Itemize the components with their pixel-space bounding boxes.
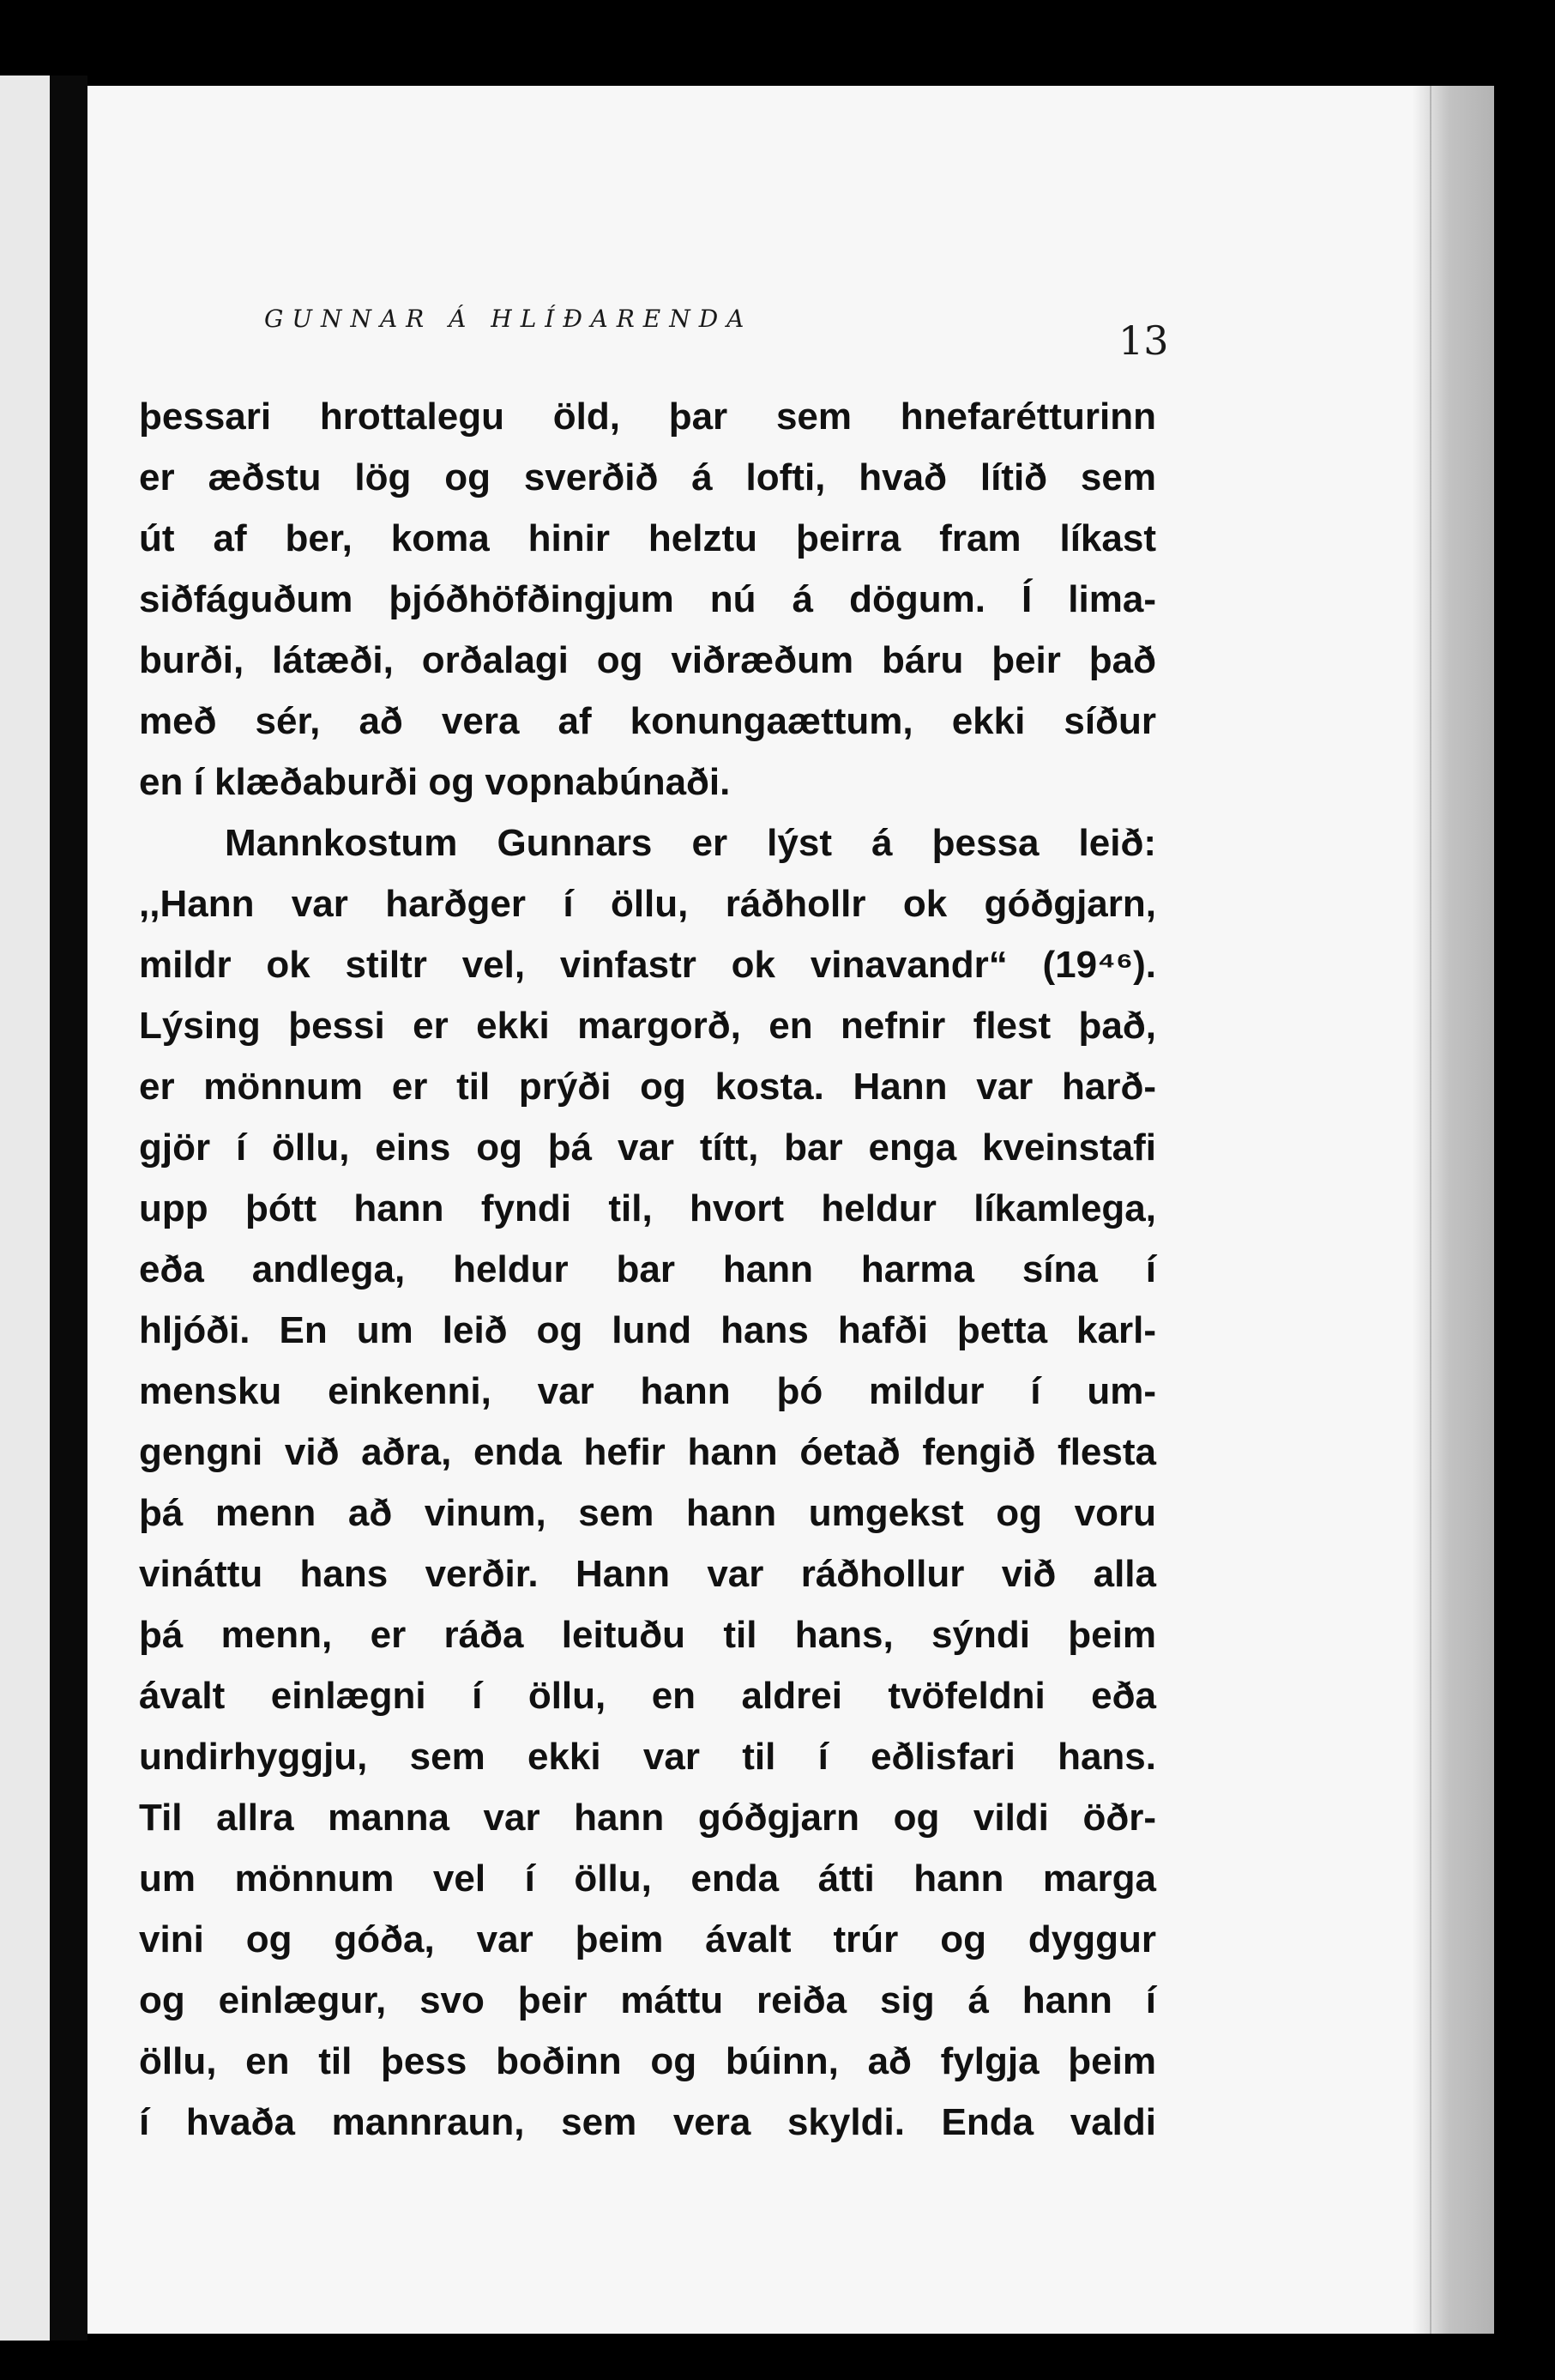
text-line: ,,Hann var harðger í öllu, ráðhollr ok góðgjarn, bbox=[139, 883, 1156, 925]
text-line: siðfáguðum þjóðhöfðingjum nú á dögum. Í lima- bbox=[139, 578, 1156, 620]
adjacent-page-edge bbox=[0, 76, 50, 2341]
text-line: þessari hrottalegu öld, þar sem hnefarétturinn bbox=[139, 396, 1156, 438]
text-line: er mönnum er til prýði og kosta. Hann var harð- bbox=[139, 1066, 1156, 1108]
text-line: gengni við aðra, enda hefir hann óetað fengið flesta bbox=[139, 1431, 1156, 1473]
page-number: 13 bbox=[1118, 317, 1169, 364]
scan-border bbox=[1494, 86, 1555, 2334]
text-line: en í klæðaburði og vopnabúnaði. bbox=[139, 761, 731, 803]
text-line: er æðstu lög og sverðið á lofti, hvað lítið sem bbox=[139, 456, 1156, 498]
text-line: hljóði. En um leið og lund hans hafði þetta karl- bbox=[139, 1309, 1156, 1351]
text-line: vini og góða, var þeim ávalt trúr og dyggur bbox=[139, 1918, 1156, 1960]
book-spine bbox=[50, 76, 87, 2341]
text-line: Til allra manna var hann góðgjarn og vildi öðr- bbox=[139, 1797, 1156, 1839]
text-line: burði, látæði, orðalagi og viðræðum báru þeir það bbox=[139, 639, 1156, 681]
text-line: öllu, en til þess boðinn og búinn, að fylgja þeim bbox=[139, 2040, 1156, 2082]
text-line: vináttu hans verðir. Hann var ráðhollur við alla bbox=[139, 1553, 1156, 1595]
text-line: þá menn að vinum, sem hann umgekst og voru bbox=[139, 1492, 1156, 1534]
page-gutter-shadow bbox=[1413, 86, 1494, 2334]
text-line: í hvaða mannraun, sem vera skyldi. Enda valdi bbox=[139, 2101, 1156, 2143]
text-line: undirhyggju, sem ekki var til í eðlisfari hans. bbox=[139, 1736, 1156, 1778]
text-line: upp þótt hann fyndi til, hvort heldur líkamlega, bbox=[139, 1187, 1156, 1229]
text-line: Mannkostum Gunnars er lýst á þessa leið: bbox=[225, 822, 1156, 864]
text-line: mensku einkenni, var hann þó mildur í um- bbox=[139, 1370, 1156, 1412]
body-text bbox=[139, 386, 1156, 2153]
text-line: með sér, að vera af konungaættum, ekki síður bbox=[139, 700, 1156, 742]
running-head: GUNNAR Á HLÍÐARENDA bbox=[264, 305, 753, 333]
text-line: mildr ok stiltr vel, vinfastr ok vinavandr“ (19⁴⁶). bbox=[139, 944, 1156, 986]
text-line: út af ber, koma hinir helztu þeirra fram líkast bbox=[139, 517, 1156, 559]
text-line: um mönnum vel í öllu, enda átti hann marga bbox=[139, 1857, 1156, 1900]
text-line: þá menn, er ráða leituðu til hans, sýndi þeim bbox=[139, 1614, 1156, 1656]
text-line: ávalt einlægni í öllu, en aldrei tvöfeldni eða bbox=[139, 1675, 1156, 1717]
text-line: Lýsing þessi er ekki margorð, en nefnir flest það, bbox=[139, 1005, 1156, 1047]
text-line: eða andlega, heldur bar hann harma sína í bbox=[139, 1248, 1156, 1290]
text-line: gjör í öllu, eins og þá var títt, bar enga kveinstafi bbox=[139, 1127, 1156, 1169]
text-line: og einlægur, svo þeir máttu reiða sig á hann í bbox=[139, 1979, 1156, 2021]
